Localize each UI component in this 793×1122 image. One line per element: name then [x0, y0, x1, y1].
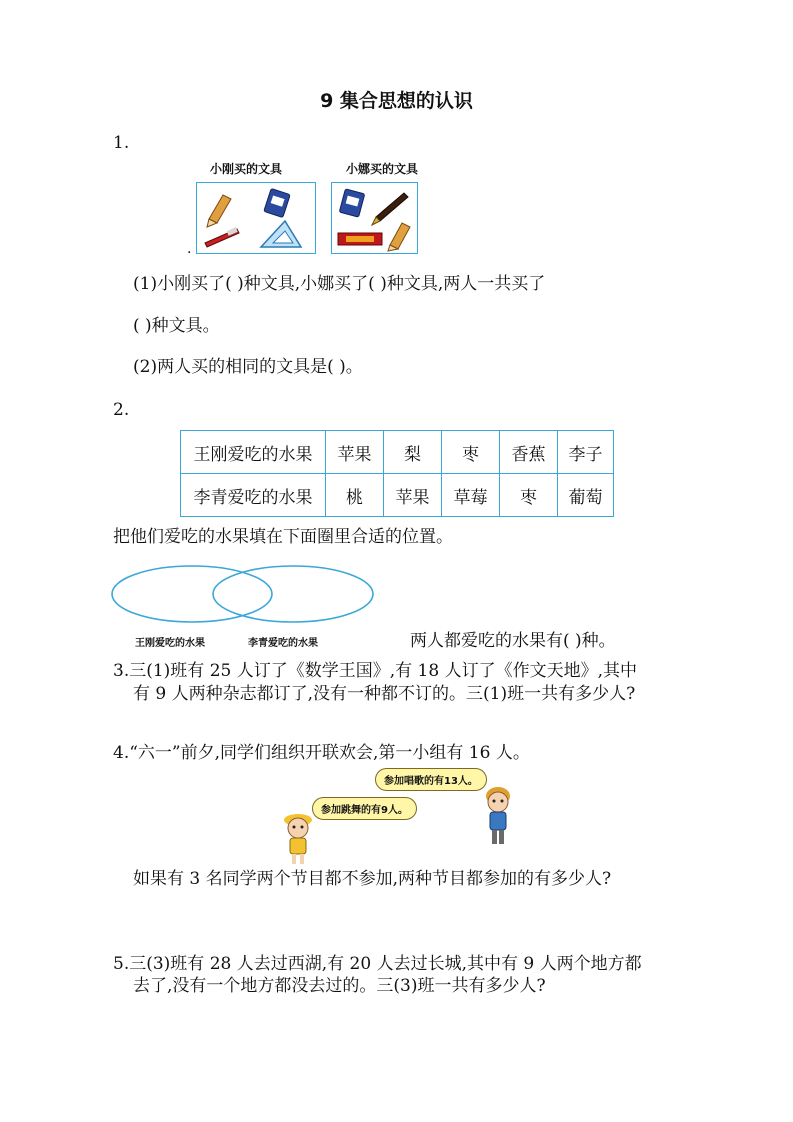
q1-number: 1. — [113, 133, 130, 153]
pencil-case-icon — [338, 233, 382, 245]
table-row — [181, 474, 614, 517]
fountain-pen-icon — [372, 193, 408, 225]
table-cell: 葡萄 — [558, 474, 614, 517]
q4-line1: 4.“六一”前夕,同学们组织开联欢会,第一小组有 16 人。 — [113, 743, 530, 763]
table-cell: 枣 — [442, 431, 500, 474]
singing-speech-bubble: 参加唱歌的有13人。 — [375, 768, 487, 791]
box-left-label: 小刚买的文具 — [210, 162, 283, 176]
q2-both-text: 两人都爱吃的水果有( )种。 — [410, 631, 616, 651]
table-cell: 王刚爱吃的水果 — [181, 431, 326, 474]
venn-right-label: 李青爱吃的水果 — [248, 638, 318, 649]
q3-line2: 有 9 人两种杂志都订了,没有一种都不订的。三(1)班一共有多少人? — [133, 684, 636, 704]
page-title: 9 集合思想的认识 — [320, 90, 473, 112]
box-right-label: 小娜买的文具 — [346, 162, 419, 176]
q1-line2: ( )种文具。 — [133, 316, 220, 336]
fruit-table — [180, 430, 614, 517]
pencil-icon — [207, 195, 231, 227]
table-cell: 李子 — [558, 431, 614, 474]
q1-dot: . — [187, 241, 192, 257]
venn-left-label: 王刚爱吃的水果 — [135, 638, 205, 649]
q4-line2: 如果有 3 名同学两个节目都不参加,两种节目都参加的有多少人? — [133, 869, 612, 889]
dancing-speech-bubble: 参加跳舞的有9人。 — [312, 797, 417, 820]
q5-line2: 去了,没有一个地方都没去过的。三(3)班一共有多少人? — [133, 976, 546, 996]
table-cell: 苹果 — [326, 431, 384, 474]
table-cell: 香蕉 — [500, 431, 558, 474]
pen-icon — [205, 227, 239, 247]
eraser-icon — [339, 189, 365, 217]
q3-line1: 3.三(1)班有 25 人订了《数学王国》,有 18 人订了《作文天地》,其中 — [113, 661, 637, 681]
table-cell: 桃 — [326, 474, 384, 517]
triangle-ruler-icon — [261, 221, 301, 247]
venn-left-circle — [112, 566, 272, 622]
table-row — [181, 431, 614, 474]
xiaona-stationery-icons — [332, 183, 417, 253]
q2-number: 2. — [113, 400, 130, 420]
xiaona-stationery-box — [331, 182, 418, 254]
pencil-icon — [388, 223, 410, 251]
boy-character-icon — [480, 784, 516, 846]
q1-line1: (1)小刚买了( )种文具,小娜买了( )种文具,两人一共买了 — [133, 274, 546, 294]
venn-diagram — [108, 560, 380, 630]
eraser-icon — [264, 188, 290, 217]
table-cell: 草莓 — [442, 474, 500, 517]
table-cell: 李青爱吃的水果 — [181, 474, 326, 517]
table-cell: 枣 — [500, 474, 558, 517]
table-cell: 梨 — [384, 431, 442, 474]
xiaogang-stationery-icons — [197, 183, 315, 253]
table-cell: 苹果 — [384, 474, 442, 517]
q2-instruction: 把他们爱吃的水果填在下面圈里合适的位置。 — [113, 527, 453, 547]
girl-character-icon — [278, 810, 318, 866]
venn-right-circle — [213, 566, 373, 622]
q1-line3: (2)两人买的相同的文具是( )。 — [133, 357, 363, 377]
xiaogang-stationery-box — [196, 182, 316, 254]
q5-line1: 5.三(3)班有 28 人去过西湖,有 20 人去过长城,其中有 9 人两个地方都 — [113, 954, 642, 974]
